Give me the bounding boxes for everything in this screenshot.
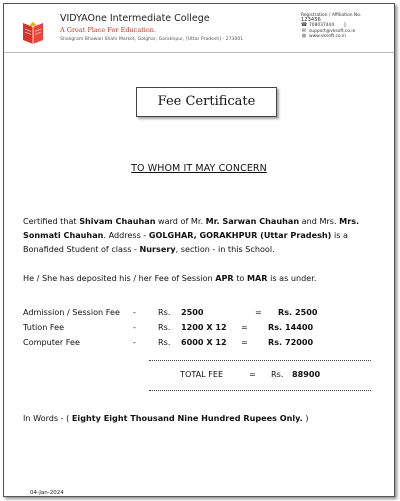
fee-currency: Rs. <box>158 337 171 347</box>
website-row <box>301 34 391 39</box>
registration-number: 123456 <box>301 17 321 24</box>
fee-label: Computer Fee <box>23 337 80 347</box>
para-text: He / She has deposited his / her Fee of Session <box>23 273 216 283</box>
certification-paragraph <box>23 214 383 256</box>
book-logo-icon <box>20 21 46 45</box>
email-address: support@vksoft.co.in <box>309 28 356 34</box>
para-text: and Mrs. <box>299 216 340 226</box>
contact-block <box>301 13 391 39</box>
fee-row-tuition <box>23 322 383 336</box>
para-text: ward of Mr. <box>155 216 206 226</box>
college-name: VIDYAOne Intermediate College <box>60 13 210 24</box>
session-from: APR <box>215 273 234 283</box>
total-fee-row <box>23 369 383 383</box>
registration-label: Registration / Affiliation No. <box>301 13 362 18</box>
certificate-title: Fee Certificate <box>136 87 277 117</box>
college-tagline: A Great Place For Education. <box>60 26 157 34</box>
para-text: to <box>233 273 247 283</box>
total-fee-currency: Rs. <box>271 369 284 379</box>
fee-label: Admission / Session Fee <box>23 307 120 317</box>
para-text: , section - in this School. <box>175 244 275 254</box>
total-fee-amount: 88900 <box>292 369 321 379</box>
class-name: Nursery <box>139 244 176 254</box>
mobile-icon: ▯ <box>343 22 347 29</box>
fee-amount: 1200 X 12 <box>181 322 227 332</box>
fee-equals: = <box>241 322 248 332</box>
session-to: MAR <box>246 273 268 283</box>
fee-amount: 2500 <box>181 307 204 317</box>
para-text: is a Bonafided Student of class - <box>23 230 348 254</box>
para-text: . Address - <box>103 230 149 240</box>
phone-icon: ☎ <box>301 22 308 29</box>
to-whom-heading: TO WHOM IT MAY CONCERN <box>131 163 267 174</box>
globe-icon: ◍ <box>301 32 307 39</box>
fee-dash: - <box>133 337 136 347</box>
total-fee-equals: = <box>249 369 256 379</box>
fee-dash: - <box>133 307 136 317</box>
para-text: is as under. <box>267 273 317 283</box>
mother-name: Mrs. Sonmati Chauhan <box>23 216 360 240</box>
fee-total: Rs. 2500 <box>278 307 318 317</box>
fee-total: Rs. 14400 <box>268 322 314 332</box>
fee-currency: Rs. <box>158 307 171 317</box>
website: www.vksoft.co.in <box>309 33 346 39</box>
letterhead <box>4 4 394 53</box>
fee-row-admission <box>23 307 383 321</box>
fee-equals: = <box>241 337 248 347</box>
words-prefix: In Words - ( <box>23 413 72 423</box>
words-suffix: ) <box>302 413 309 423</box>
fee-currency: Rs. <box>158 322 171 332</box>
fee-dash: - <box>133 322 136 332</box>
student-address: GOLGHAR, GORAKHPUR (Uttar Pradesh) <box>148 230 332 240</box>
email-icon: ✉ <box>301 27 307 34</box>
divider <box>149 360 371 361</box>
total-fee-label: TOTAL FEE <box>180 369 224 379</box>
fee-row-computer <box>23 337 383 351</box>
amount-in-words <box>23 413 309 423</box>
fee-total: Rs. 72000 <box>268 337 314 347</box>
divider <box>149 390 371 391</box>
session-paragraph <box>23 271 383 285</box>
words-text: Eighty Eight Thousand Nine Hundred Rupees Only. <box>71 413 303 423</box>
issue-date: 04-Jan-2024 <box>30 490 64 496</box>
para-text: Certified that <box>23 216 80 226</box>
father-name: Mr. Sarwan Chauhan <box>205 216 300 226</box>
student-name: Shivam Chauhan <box>79 216 156 226</box>
fee-amount: 6000 X 12 <box>181 337 227 347</box>
fee-equals: = <box>255 307 262 317</box>
phone-number: 708037444 <box>309 23 335 29</box>
college-address: Shaligram Bhawan Shahi Market, Golghar, Gorakhpur, [Uttar Pradesh] - 273001 <box>60 37 244 42</box>
fee-label: Tution Fee <box>23 322 65 332</box>
certificate-page <box>3 3 395 497</box>
